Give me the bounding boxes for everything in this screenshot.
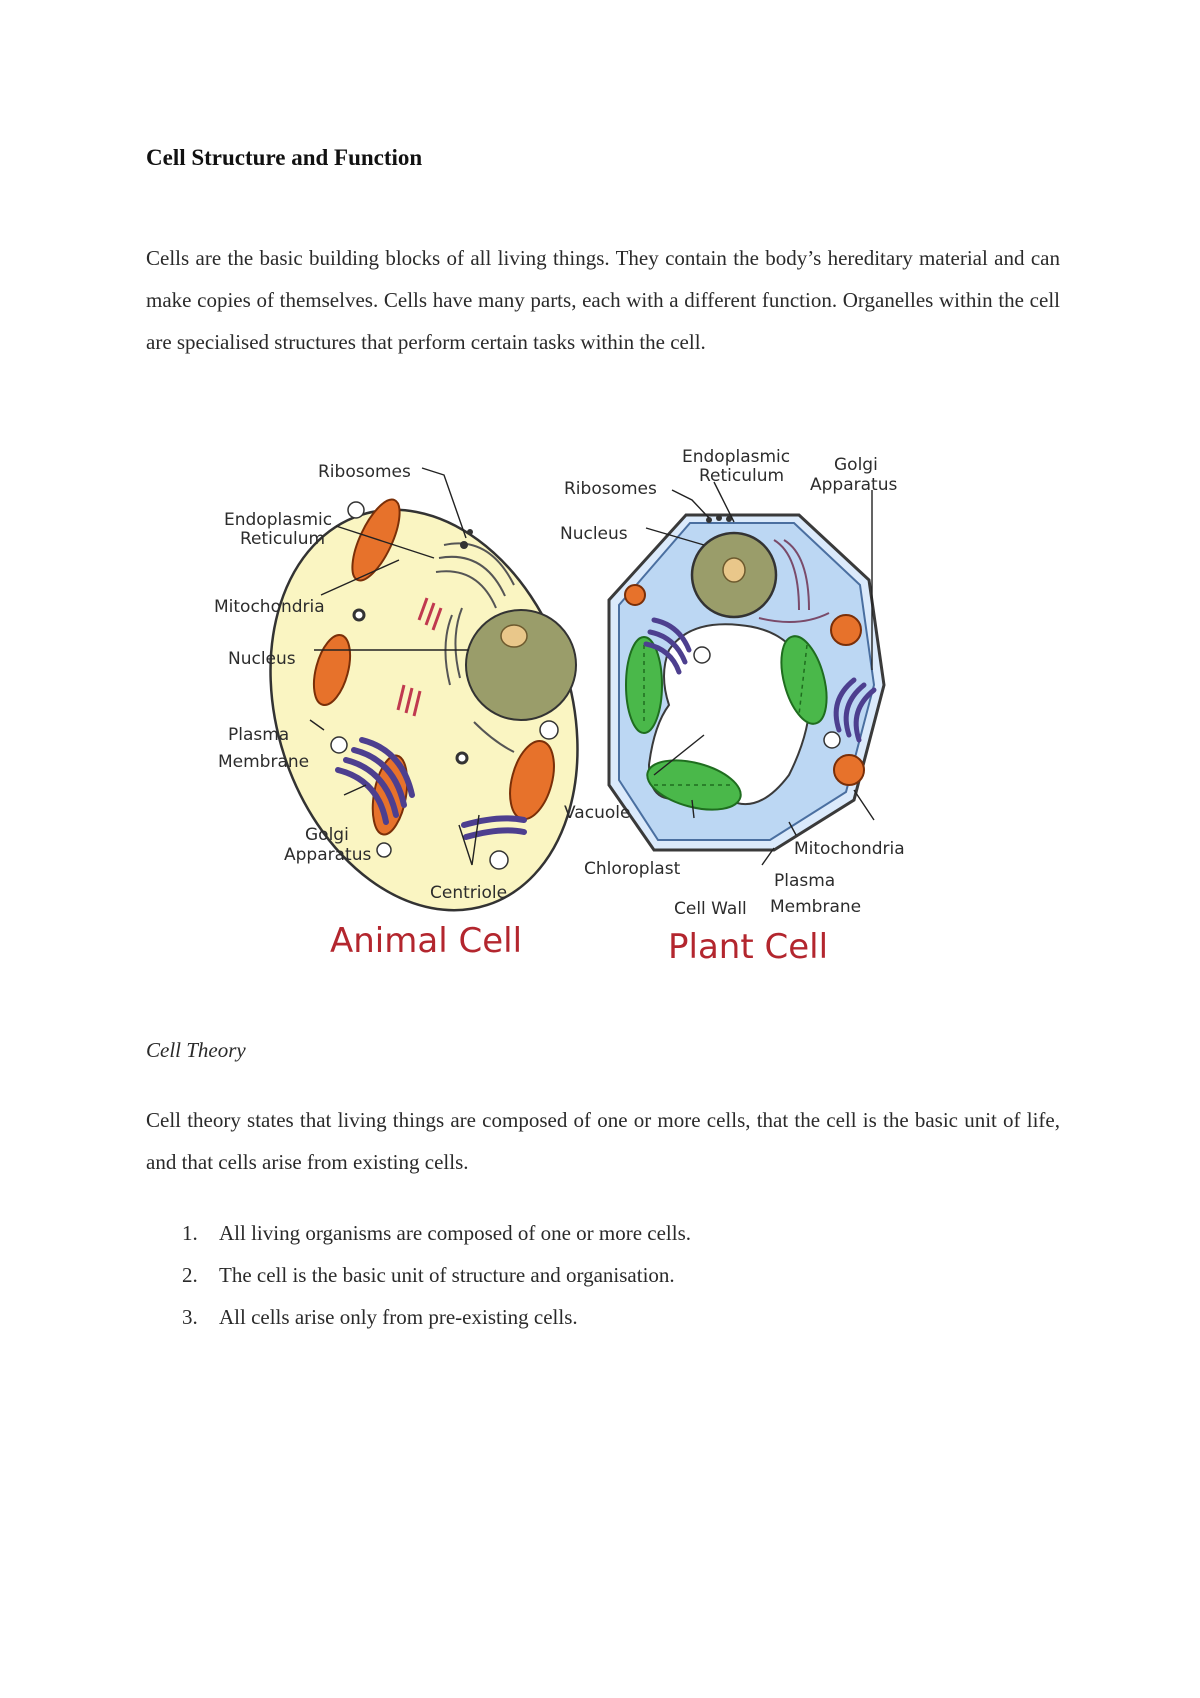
page-title: Cell Structure and Function <box>146 145 423 170</box>
plant-label-er-line2: Reticulum <box>699 466 785 486</box>
plant-cell-illustration <box>609 515 884 850</box>
list-item-text: All living organisms are composed of one or more cells. <box>219 1221 692 1245</box>
plant-label-nucleus: Nucleus <box>560 524 628 544</box>
cell-theory-heading: Cell Theory <box>146 1038 246 1062</box>
animal-label-golgi-line2: Apparatus <box>284 845 372 865</box>
animal-label-golgi-line1: Golgi <box>305 825 349 845</box>
cell-theory-paragraph: Cell theory states that living things are composed of one or more cells, that the cell is the basic unit of life, and that cells arise from existing cells. <box>146 1108 1060 1174</box>
animal-label-centriole: Centriole <box>430 883 508 903</box>
animal-label-plasma-line2: Membrane <box>218 752 310 772</box>
animal-label-er-line2: Reticulum <box>240 529 326 549</box>
animal-label-er-line1: Endoplasmic <box>224 510 333 530</box>
animal-label-ribosomes: Ribosomes <box>318 462 411 482</box>
plant-label-golgi-line2: Apparatus <box>810 475 898 495</box>
plant-label-golgi-line1: Golgi <box>834 455 878 475</box>
plant-label-er-line1: Endoplasmic <box>682 447 791 467</box>
list-item <box>146 1212 1046 1254</box>
list-item <box>146 1254 1046 1296</box>
plant-label-chloroplast: Chloroplast <box>584 859 681 879</box>
plant-label-cell-wall: Cell Wall <box>674 899 747 919</box>
animal-label-nucleus: Nucleus <box>228 649 296 669</box>
plant-label-vacuole: Vacuole <box>564 803 631 823</box>
cell-diagram <box>214 440 994 980</box>
cell-theory-list <box>146 1212 1046 1338</box>
intro-paragraph: Cells are the basic building blocks of all living things. They contain the body’s hereditary material and can make copies of themselves. Cells have many parts, each with a different function. Organelles within the cell are specialised structures that perform certain tasks within the cell. <box>146 246 1060 354</box>
list-item-text: All cells arise only from pre-existing cells. <box>219 1305 578 1329</box>
list-item-text: The cell is the basic unit of structure and organisation. <box>219 1263 675 1287</box>
list-item-number: 2. <box>182 1263 198 1287</box>
list-item-number: 3. <box>182 1305 198 1329</box>
plant-cell-title: Plant Cell <box>668 927 829 967</box>
animal-label-mitochondria: Mitochondria <box>214 597 325 617</box>
animal-label-plasma-line1: Plasma <box>228 725 290 745</box>
plant-label-plasma-line2: Membrane <box>770 897 862 917</box>
list-item-number: 1. <box>182 1221 198 1245</box>
plant-label-mitochondria: Mitochondria <box>794 839 905 859</box>
list-item <box>146 1296 1046 1338</box>
plant-label-ribosomes: Ribosomes <box>564 479 657 499</box>
animal-cell-title: Animal Cell <box>330 921 523 961</box>
plant-label-plasma-line1: Plasma <box>774 871 836 891</box>
